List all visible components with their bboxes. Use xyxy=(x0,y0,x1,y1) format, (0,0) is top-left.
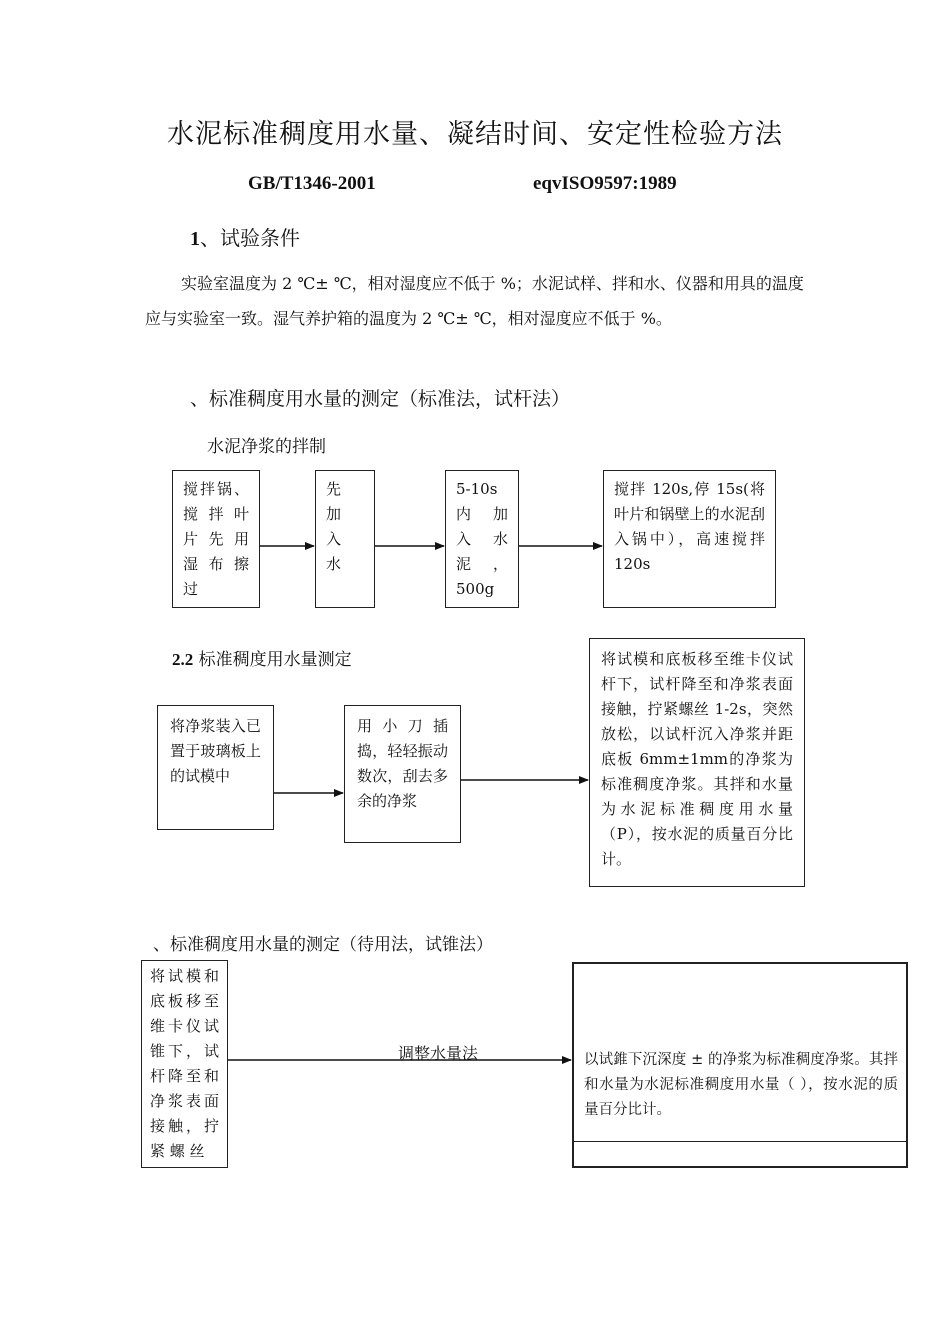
section1-paragraph: 实验室温度为 2 ℃± ℃，相对湿度应不低于 %；水泥试样、拌和水、仪器和用具的温度应与实验室一致。湿气养护箱的温度为 2 ℃± ℃，相对湿度应不低于 %。 xyxy=(145,274,804,328)
section2-sub2-text: 标准稠度用水量测定 xyxy=(198,650,352,670)
flow2-step3-text: 将试模和底板移至维卡仪试杆下，试杆降至和净浆表面接触，拧紧螺丝 1-2s，突然放松，以试杆沉入净浆并距底板 6mm±1mm的净浆为标准稠度净浆。其拌和水量为水泥标准稠度用水量（P），按水泥的质量百分比计。 xyxy=(601,650,793,868)
standard-equivalent: eqvISO9597:1989 xyxy=(533,173,677,194)
section2-sub1-heading: 水泥净浆的拌制 xyxy=(207,437,326,457)
page-title: 水泥标准稠度用水量、凝结时间、安定性检验方法 xyxy=(167,119,783,150)
flow1-step4-text: 搅拌 120s,停 15s(将叶片和锅壁上的水泥刮入锅中），高速搅拌 120s xyxy=(614,480,765,573)
flow2-step2-text: 用 小 刀 插捣，轻轻振动数次，刮去多余的净浆 xyxy=(357,717,448,810)
standard-code: GB/T1346-2001 xyxy=(248,173,376,194)
section1-heading-text: 、试验条件 xyxy=(200,226,300,250)
section2-sub2-number: 2.2 xyxy=(172,650,194,669)
flow1-step2-text: 先加入水 xyxy=(326,480,342,573)
flow1-step3-text: 5-10s 内 加 入 水 泥 ，500g xyxy=(456,480,508,598)
flow3-left-text: 将试模和底板移至维卡仪试锥下，试杆降至和净浆表面接触，拧紧 螺 丝 xyxy=(150,967,219,1160)
flow3-arrow-label: 调整水量法 xyxy=(398,1044,479,1063)
flow3-right-text: 以试錐下沉深度 ± 的净浆为标准稠度净浆。其拌和水量为水泥标准稠度用水量（ ），按水泥的质量百分比计。 xyxy=(584,1052,898,1118)
section3-heading: 、标准稠度用水量的测定（待用法，试锥法） xyxy=(153,935,493,955)
flow1-step1-text: 搅拌锅、搅 拌 叶片 先 用湿 布 擦过 xyxy=(183,480,249,598)
flow2-step1-text: 将净浆装入已置于玻璃板上的试模中 xyxy=(170,717,261,785)
section2-heading: 、标准稠度用水量的测定（标准法，试杆法） xyxy=(190,388,571,410)
section1-number: 1 xyxy=(190,228,200,250)
